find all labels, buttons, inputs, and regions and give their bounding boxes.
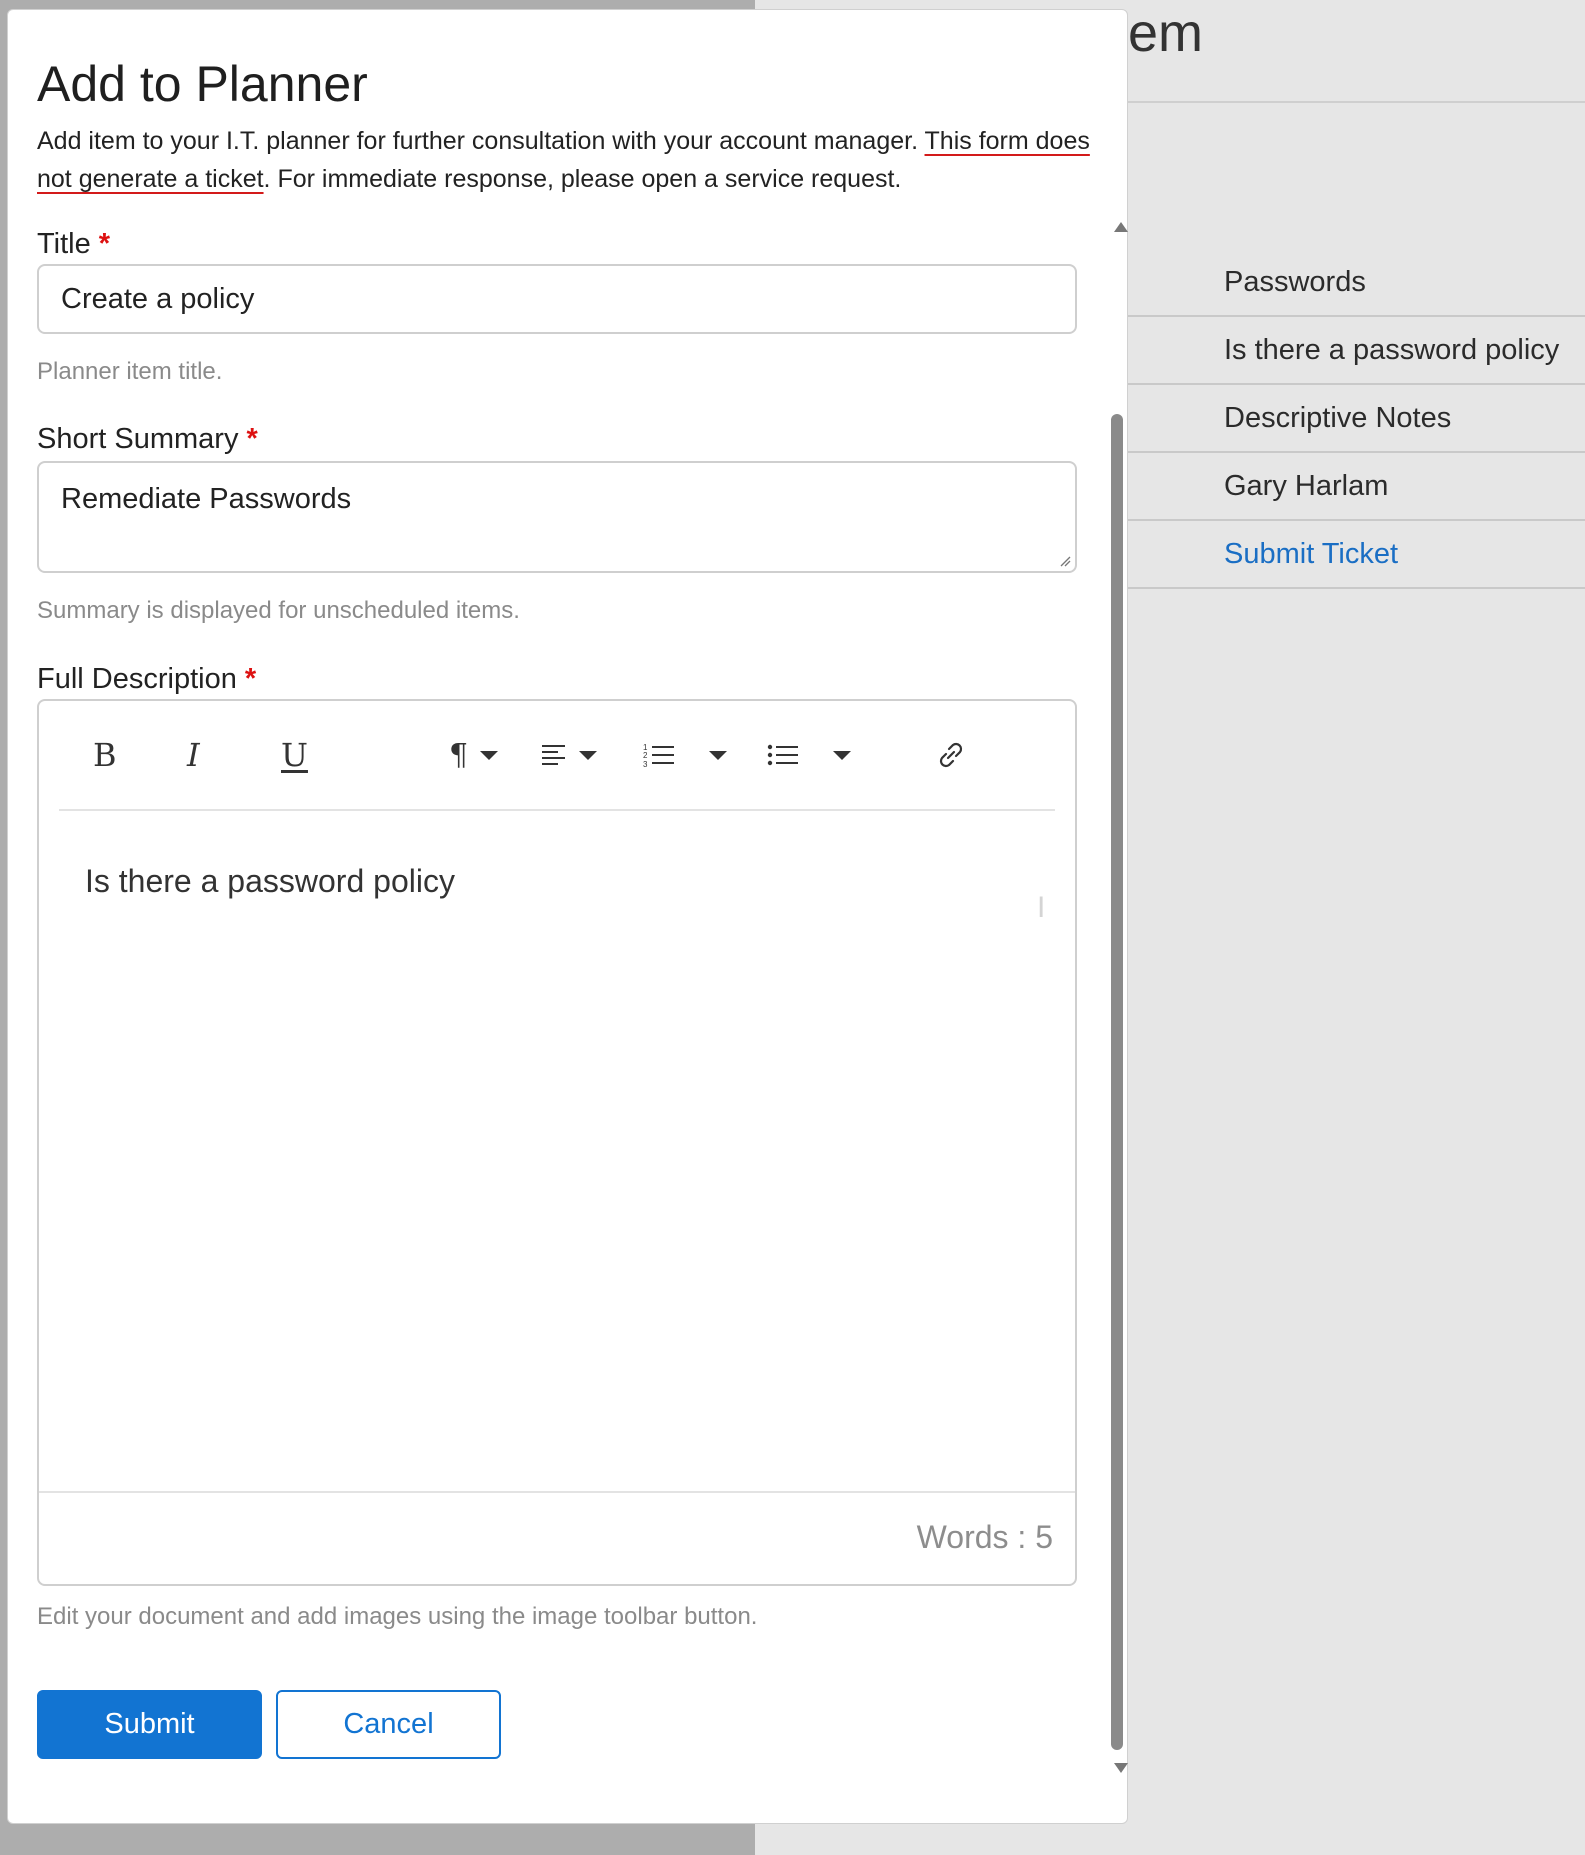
bullet-list-icon <box>767 741 799 769</box>
underline-icon: U <box>281 736 308 774</box>
underline-button[interactable] <box>281 731 308 779</box>
add-to-planner-dialog <box>7 9 1128 1824</box>
editor-status-bar <box>39 1491 1075 1584</box>
italic-icon: I <box>187 736 200 774</box>
rich-text-editor <box>37 699 1077 1586</box>
chevron-down-icon <box>833 751 851 760</box>
no-ticket-notice: This form does not generate a ticket <box>37 127 1090 193</box>
align-left-icon <box>541 742 567 768</box>
background-heading-rule <box>1128 101 1585 103</box>
required-marker: * <box>246 423 258 455</box>
required-marker: * <box>98 228 111 260</box>
submit-button[interactable]: Submit <box>37 1690 262 1759</box>
text-cursor-icon: I <box>1037 891 1046 924</box>
svg-text:1: 1 <box>643 743 648 752</box>
scroll-up-arrow-icon[interactable] <box>1114 222 1128 232</box>
summary-help: Summary is displayed for unscheduled items. <box>37 597 520 624</box>
description-text: Add item to your I.T. planner for further consultation with your account manager. <box>37 127 925 155</box>
editor-content-area[interactable] <box>39 811 1075 1491</box>
summary-value: Remediate Passwords <box>61 483 352 515</box>
numbered-list-icon <box>643 741 675 769</box>
chevron-down-icon <box>709 751 727 760</box>
submit-ticket-link[interactable]: Submit Ticket <box>1128 521 1585 589</box>
bullet-list-dropdown[interactable] <box>767 731 851 779</box>
resize-grip-icon[interactable] <box>1059 555 1071 567</box>
editor-toolbar <box>59 701 1055 811</box>
background-list-item: Passwords <box>1128 249 1585 317</box>
title-input[interactable]: Create a policy <box>37 264 1077 334</box>
description-label <box>37 663 256 696</box>
background-list-item: Is there a password policy <box>1128 317 1585 385</box>
required-marker: * <box>244 663 257 695</box>
title-help: Planner item title. <box>37 358 223 385</box>
svg-text:3: 3 <box>643 760 648 769</box>
description-text-end: . For immediate response, please open a service request. <box>263 165 902 193</box>
dialog-description <box>37 122 1107 198</box>
editor-content: Is there a password policy <box>85 863 455 899</box>
align-dropdown[interactable] <box>541 731 597 779</box>
dialog-title: Add to Planner <box>37 56 368 112</box>
chevron-down-icon <box>480 751 498 760</box>
svg-text:2: 2 <box>643 751 648 760</box>
background-heading: em <box>1128 3 1204 63</box>
paragraph-icon: ¶ <box>449 737 469 773</box>
description-help: Edit your document and add images using the image toolbar button. <box>37 1603 758 1630</box>
scrollbar-thumb[interactable] <box>1111 414 1123 1750</box>
summary-label <box>37 423 258 456</box>
chevron-down-icon <box>579 751 597 760</box>
title-label <box>37 228 110 261</box>
summary-label-text: Short Summary <box>37 423 239 455</box>
background-list <box>1128 249 1585 589</box>
numbered-list-dropdown[interactable] <box>643 731 727 779</box>
link-icon <box>935 739 967 771</box>
italic-button[interactable] <box>187 731 200 779</box>
word-count: Words : 5 <box>916 1519 1053 1555</box>
bold-icon: B <box>93 736 117 774</box>
cancel-button[interactable]: Cancel <box>276 1690 501 1759</box>
summary-textarea[interactable] <box>37 461 1077 573</box>
bold-button[interactable] <box>93 731 117 779</box>
background-list-item: Descriptive Notes <box>1128 385 1585 453</box>
paragraph-format-dropdown[interactable] <box>449 731 498 779</box>
description-label-text: Full Description <box>37 663 237 695</box>
background-list-item: Gary Harlam <box>1128 453 1585 521</box>
insert-link-button[interactable] <box>935 731 967 779</box>
scroll-down-arrow-icon[interactable] <box>1114 1763 1128 1773</box>
title-label-text: Title <box>37 228 91 260</box>
